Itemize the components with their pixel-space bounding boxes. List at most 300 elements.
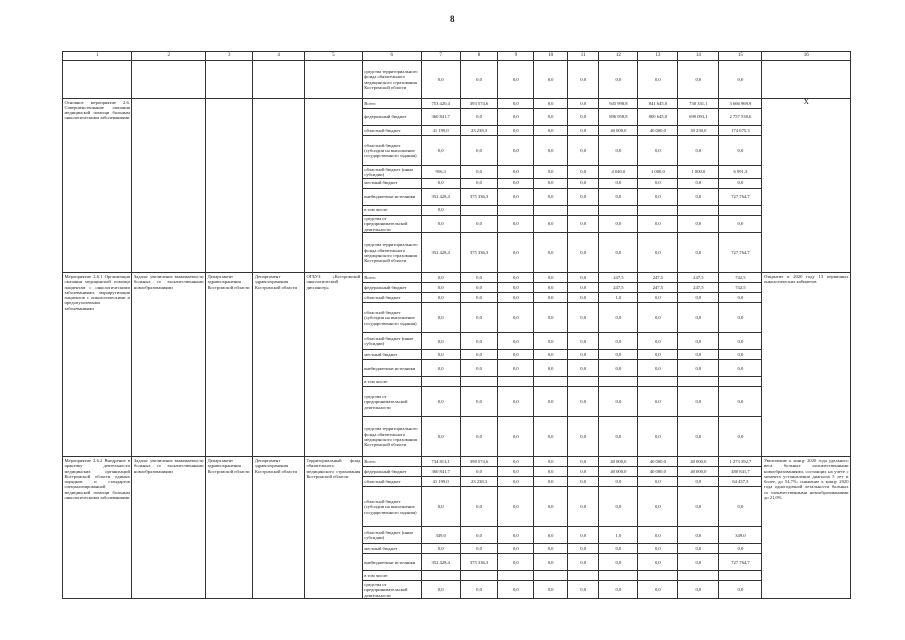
value-cell: 0,0 (498, 166, 534, 179)
value-cell: 0,0 (678, 293, 719, 303)
value-cell: 0,0 (421, 333, 460, 350)
empty-cell (206, 61, 253, 99)
measure-name: Мероприятие 2.6.1 Организация оказания медицинской помощи пациентам с онкологическими заболеваниями, маршрутизация пациентов с онкологическими и предопухолевыми заболеваниями (63, 273, 132, 457)
value-cell: 0,0 (599, 188, 638, 205)
expected-result: Увеличение к концу 2020 года удельного веса больных злокачественными новообразованиями, состоящих на учете с момента установления диагноза 5 лет и более, до 54,7%; снижение к концу 2020 года одногодичной летальности больных со злокачественными новообразованиями до 21,0% (762, 457, 851, 599)
value-cell: 0,0 (567, 99, 599, 109)
value-cell: 0,0 (599, 333, 638, 350)
value-cell: 0,0 (638, 477, 678, 487)
value-cell: 0,0 (678, 527, 719, 544)
value-cell: 0,0 (534, 61, 568, 99)
value-cell: 0,0 (460, 215, 498, 233)
measure-name: Основное мероприятие 2.6. Совершенствование оказания медицинской помощи больным онкологическими заболеваниями (63, 99, 132, 273)
value-cell: 0,0 (567, 333, 599, 350)
value-cell: 0,0 (534, 233, 568, 273)
value-cell (567, 205, 599, 215)
value-cell: 0,0 (719, 136, 762, 166)
value-cell: 0,0 (599, 417, 638, 457)
value-cell: 3 666 969,9 (719, 99, 762, 109)
value-cell: 0,0 (498, 303, 534, 333)
value-cell: 0,0 (599, 581, 638, 599)
value-cell: 1,0 (599, 293, 638, 303)
value-cell: 0,0 (678, 360, 719, 377)
value-cell: 0,0 (421, 417, 460, 457)
value-cell: 0,0 (421, 487, 460, 527)
value-cell: 40 000,0 (678, 457, 719, 467)
value-cell: 0,0 (719, 293, 762, 303)
value-cell: 0,0 (567, 527, 599, 544)
value-cell: 0,0 (498, 360, 534, 377)
value-cell: 0,0 (460, 581, 498, 599)
value-cell: 0,0 (421, 544, 460, 554)
funding-source: внебюджетные источники (362, 360, 421, 377)
funding-source: федеральный бюджет (362, 467, 421, 477)
value-cell: 0,0 (460, 333, 498, 350)
value-cell (498, 377, 534, 387)
value-cell: 0,0 (599, 554, 638, 571)
value-cell: 945 998,8 (599, 99, 638, 109)
measure-coexecutor: Департамент здравоохранения Костромской области (253, 457, 305, 599)
col-number-6: 6 (362, 52, 421, 61)
value-cell: 349,0 (421, 527, 460, 544)
value-cell: 0,0 (567, 283, 599, 293)
value-cell: 0,0 (638, 293, 678, 303)
value-cell: 0,0 (638, 360, 678, 377)
value-cell: 699 093,1 (678, 109, 719, 126)
value-cell: 0,0 (638, 527, 678, 544)
value-cell: 360 841,7 (421, 467, 460, 477)
value-cell: 0,0 (498, 136, 534, 166)
page-number: 8 (450, 14, 455, 24)
value-cell: 0,0 (498, 61, 534, 99)
value-cell: 23 238,3 (460, 477, 498, 487)
value-cell (534, 571, 568, 581)
col-number-10: 10 (534, 52, 568, 61)
value-cell: 0,0 (460, 283, 498, 293)
value-cell: 0,0 (567, 233, 599, 273)
funding-source: областной бюджет (иные субсидии) (362, 333, 421, 350)
value-cell (678, 377, 719, 387)
value-cell: 0,0 (638, 233, 678, 273)
value-cell: 0,0 (534, 283, 568, 293)
value-cell: 0,0 (567, 581, 599, 599)
value-cell: 0,0 (638, 387, 678, 417)
value-cell: 40 000,0 (638, 126, 678, 136)
col-number-9: 9 (498, 52, 534, 61)
funding-source: в том числе: (362, 571, 421, 581)
value-cell: 0,0 (498, 477, 534, 487)
value-cell: 352 428,4 (421, 188, 460, 205)
value-cell: 0,0 (678, 303, 719, 333)
value-cell: 0,0 (460, 544, 498, 554)
value-cell: 1 273 392,7 (719, 457, 762, 467)
value-cell: 730 331,1 (678, 99, 719, 109)
value-cell (567, 571, 599, 581)
value-cell: 0,0 (638, 350, 678, 360)
col-number-1: 1 (63, 52, 132, 61)
value-cell: 0,0 (719, 350, 762, 360)
empty-cell (132, 61, 206, 99)
value-cell: 0,0 (719, 487, 762, 527)
funding-source: средства от предпринимательской деятельности (362, 215, 421, 233)
value-cell: 0,0 (678, 333, 719, 350)
value-cell: 0,0 (421, 293, 460, 303)
value-cell: 40 000,0 (638, 467, 678, 477)
value-cell: 0,0 (534, 188, 568, 205)
measure-participant: ОГБУЗ «Костромской онкологический диспансер» (304, 273, 362, 457)
value-cell: 398 574,6 (460, 457, 498, 467)
value-cell: 349,0 (719, 527, 762, 544)
value-cell: 0,0 (460, 293, 498, 303)
value-cell: 0,0 (599, 61, 638, 99)
measure-task: Задача: увеличение выживаемости больных со злокачественными новообразованиями (132, 457, 206, 599)
value-cell: 0,0 (498, 283, 534, 293)
value-cell: 0,0 (534, 166, 568, 179)
value-cell: 0,0 (498, 188, 534, 205)
value-cell: 0,0 (534, 581, 568, 599)
measure-coexecutor (253, 99, 305, 273)
value-cell: 0,0 (460, 136, 498, 166)
value-cell: 0,0 (534, 136, 568, 166)
col-number-8: 8 (460, 52, 498, 61)
value-cell: 352 428,4 (421, 554, 460, 571)
value-cell: 0,0 (534, 467, 568, 477)
value-cell: 0,0 (421, 581, 460, 599)
value-cell: 0,0 (599, 360, 638, 377)
value-cell: 247,5 (599, 273, 638, 283)
column-number-row (63, 52, 851, 61)
value-cell: 0,0 (534, 417, 568, 457)
value-cell: 0,0 (599, 178, 638, 188)
value-cell: 0,0 (460, 273, 498, 283)
funding-source: местный бюджет (362, 178, 421, 188)
funding-source: местный бюджет (362, 544, 421, 554)
value-cell: 0,0 (567, 293, 599, 303)
value-cell: 247,5 (678, 273, 719, 283)
value-cell (567, 377, 599, 387)
funding-source: Всего (362, 457, 421, 467)
value-cell: 0,0 (567, 61, 599, 99)
funding-source: федеральный бюджет (362, 283, 421, 293)
value-cell: 0,0 (498, 215, 534, 233)
value-cell: 23 238,3 (460, 126, 498, 136)
funding-source: областной бюджет (иные субсидии) (362, 166, 421, 179)
value-cell: 0,0 (567, 387, 599, 417)
value-cell: 0,0 (498, 233, 534, 273)
value-cell: 375 336,3 (460, 554, 498, 571)
value-cell (678, 205, 719, 215)
value-cell (719, 377, 762, 387)
value-cell: 0,0 (567, 136, 599, 166)
value-cell (678, 571, 719, 581)
value-cell: 0,0 (534, 350, 568, 360)
value-cell: 800 645,0 (638, 109, 678, 126)
value-cell: 0,0 (460, 467, 498, 477)
value-cell: 6 991,3 (719, 166, 762, 179)
value-cell: 1,0 (599, 527, 638, 544)
value-cell (638, 205, 678, 215)
result-mark: Х (762, 99, 851, 273)
value-cell: 734 813,1 (421, 457, 460, 467)
funding-source: местный бюджет (362, 350, 421, 360)
value-cell: 0,0 (498, 457, 534, 467)
value-cell: 896 958,8 (599, 109, 638, 126)
value-cell: 0,0 (719, 333, 762, 350)
value-cell: 0,0 (421, 283, 460, 293)
value-cell: 375 336,3 (460, 188, 498, 205)
funding-source: областной бюджет (362, 477, 421, 487)
value-cell: 174 675,3 (719, 126, 762, 136)
value-cell: 0,0 (638, 554, 678, 571)
value-cell (599, 377, 638, 387)
value-cell: 0,0 (567, 360, 599, 377)
value-cell: 0,0 (638, 417, 678, 457)
value-cell (460, 205, 498, 215)
value-cell: 0,0 (498, 333, 534, 350)
value-cell: 0,0 (567, 477, 599, 487)
value-cell: 40 000,0 (638, 457, 678, 467)
col-number-16: 16 (762, 52, 851, 61)
value-cell: 0,0 (460, 178, 498, 188)
value-cell: 0,0 (498, 487, 534, 527)
measure-task: Задача: увеличение выживаемости больных со злокачественными новообразованиями (132, 273, 206, 457)
value-cell: 0,0 (599, 303, 638, 333)
value-cell: 0,0 (534, 527, 568, 544)
value-cell (638, 571, 678, 581)
funding-source: областной бюджет (субсидии на выполнение государственного задания) (362, 303, 421, 333)
empty-cell (253, 61, 305, 99)
value-cell: 0,0 (567, 109, 599, 126)
funding-source: средства территориального фонда обязательного медицинского страхования Костромской области (362, 61, 421, 99)
value-cell: 247,5 (638, 273, 678, 283)
value-cell: 0,0 (498, 387, 534, 417)
measure-participant: Территориальный фонд обязательного медицинского страхования Костромской области (304, 457, 362, 599)
value-cell: 0,0 (567, 273, 599, 283)
value-cell (534, 205, 568, 215)
value-cell: 0,0 (599, 487, 638, 527)
funding-source: внебюджетные источники (362, 188, 421, 205)
value-cell: 41 199,0 (421, 126, 460, 136)
measure-coexecutor: Департамент здравоохранения Костромской области (253, 273, 305, 457)
value-cell: 0,0 (498, 350, 534, 360)
value-cell: 0,0 (599, 350, 638, 360)
value-cell: 0,0 (678, 581, 719, 599)
value-cell: 0,0 (678, 387, 719, 417)
value-cell (498, 205, 534, 215)
value-cell: 0,0 (638, 188, 678, 205)
col-number-2: 2 (132, 52, 206, 61)
value-cell: 0,0 (567, 126, 599, 136)
empty-cell (63, 61, 132, 99)
value-cell: 0,0 (460, 350, 498, 360)
value-cell: 0,0 (498, 178, 534, 188)
measure-executor: Департамент здравоохранения Костромской области (206, 273, 253, 457)
measure-task (132, 99, 206, 273)
value-cell: 753 420,4 (421, 99, 460, 109)
value-cell: 0,0 (678, 136, 719, 166)
value-cell: 0,0 (678, 544, 719, 554)
value-cell (719, 205, 762, 215)
value-cell: 0,0 (498, 527, 534, 544)
value-cell: 247,5 (638, 283, 678, 293)
value-cell: 0,0 (498, 544, 534, 554)
value-cell: 0,0 (719, 303, 762, 333)
value-cell (421, 571, 460, 581)
value-cell: 0,0 (567, 350, 599, 360)
funding-source: средства от предпринимательской деятельности (362, 387, 421, 417)
value-cell: 41 199,0 (421, 477, 460, 487)
value-cell (460, 377, 498, 387)
value-cell: 0,0 (460, 417, 498, 457)
value-cell: 0,0 (421, 178, 460, 188)
value-cell: 0,0 (534, 360, 568, 377)
value-cell: 0,0 (567, 544, 599, 554)
value-cell: 0,0 (638, 333, 678, 350)
col-number-15: 15 (719, 52, 762, 61)
value-cell: 0,0 (534, 273, 568, 283)
expected-result: Открытие в 2020 году 13 первичных онкологических кабинетов (762, 273, 851, 457)
value-cell: 0,0 (460, 527, 498, 544)
value-cell: 0,0 (678, 188, 719, 205)
empty-cell (762, 61, 851, 99)
value-cell: 0,0 (421, 360, 460, 377)
value-cell: 0,0 (460, 387, 498, 417)
value-cell: 247,5 (678, 283, 719, 293)
value-cell: 0,0 (599, 544, 638, 554)
value-cell: 0,0 (567, 166, 599, 179)
col-number-14: 14 (678, 52, 719, 61)
value-cell: 247,5 (599, 283, 638, 293)
measure-name: Мероприятие 2.6.2 Внедрение в практику деятельности медицинских организаций Костромской области единых порядков и стандартов специализированной медицинской помощи больным онкологическими заболеваниями (63, 457, 132, 599)
value-cell: 0,0 (599, 136, 638, 166)
value-cell: 0,0 (421, 136, 460, 166)
value-cell: 0,0 (498, 109, 534, 126)
value-cell: 0,0 (421, 273, 460, 283)
value-cell: 0,0 (678, 477, 719, 487)
empty-cell (304, 61, 362, 99)
value-cell: 0,0 (534, 554, 568, 571)
value-cell: 0,0 (638, 487, 678, 527)
value-cell: 352 428,4 (421, 233, 460, 273)
value-cell: 0,0 (567, 457, 599, 467)
value-cell: 0,0 (460, 360, 498, 377)
measure-executor (206, 99, 253, 273)
funding-source: внебюджетные источники (362, 554, 421, 571)
value-cell: 0,0 (719, 544, 762, 554)
value-cell: 393 574,6 (460, 99, 498, 109)
value-cell (534, 377, 568, 387)
value-cell: 0,0 (678, 350, 719, 360)
value-cell: 0,0 (638, 136, 678, 166)
funding-source: областной бюджет (362, 293, 421, 303)
value-cell (460, 571, 498, 581)
table-row (63, 99, 851, 109)
value-cell: 0,0 (498, 273, 534, 283)
value-cell: 1 000,0 (638, 166, 678, 179)
value-cell: 0,0 (638, 303, 678, 333)
value-cell: 0,0 (567, 417, 599, 457)
funding-source: областной бюджет (иные субсидии) (362, 527, 421, 544)
col-number-5: 5 (304, 52, 362, 61)
value-cell: 0,0 (567, 554, 599, 571)
value-cell: 0,0 (460, 303, 498, 333)
value-cell: 0,0 (678, 178, 719, 188)
value-cell: 0,0 (534, 215, 568, 233)
value-cell: 0,0 (599, 387, 638, 417)
value-cell: 0,0 (678, 417, 719, 457)
budget-table (62, 51, 851, 599)
value-cell: 0,0 (460, 61, 498, 99)
value-cell: 0,0 (498, 554, 534, 571)
value-cell: 40 000,0 (599, 126, 638, 136)
value-cell: 956,3 (421, 166, 460, 179)
funding-source: средства территориального фонда обязательного медицинского страхования Костромской области (362, 417, 421, 457)
table-row (63, 273, 851, 283)
value-cell: 0,0 (638, 544, 678, 554)
value-cell: 0,0 (678, 554, 719, 571)
table-body (63, 61, 851, 599)
value-cell: 30 230,0 (678, 126, 719, 136)
value-cell: 0,0 (534, 303, 568, 333)
value-cell: 0,0 (719, 581, 762, 599)
value-cell: 0,0 (498, 581, 534, 599)
value-cell: 0,0 (534, 544, 568, 554)
value-cell: 40 000,0 (599, 467, 638, 477)
value-cell: 0,0 (678, 61, 719, 99)
funding-source: Всего (362, 273, 421, 283)
value-cell (719, 571, 762, 581)
measure-participant (304, 99, 362, 273)
value-cell: 0,0 (719, 178, 762, 188)
value-cell: 0,0 (460, 109, 498, 126)
value-cell: 0,0 (534, 457, 568, 467)
funding-source: областной бюджет (362, 126, 421, 136)
value-cell: 0,0 (421, 303, 460, 333)
value-cell: 0,0 (498, 293, 534, 303)
value-cell: 0,0 (719, 417, 762, 457)
value-cell: 841 645,0 (638, 99, 678, 109)
col-number-7: 7 (421, 52, 460, 61)
value-cell: 0,0 (719, 387, 762, 417)
value-cell: 0,0 (460, 166, 498, 179)
value-cell: 0,0 (498, 99, 534, 109)
value-cell: 375 336,3 (460, 233, 498, 273)
value-cell: 0,0 (638, 61, 678, 99)
value-cell: 0,0 (567, 215, 599, 233)
value-cell: 0,0 (678, 487, 719, 527)
value-cell (599, 571, 638, 581)
value-cell: 0,0 (421, 205, 460, 215)
funding-source: областной бюджет (субсидии на выполнение государственного задания) (362, 487, 421, 527)
value-cell: 0,0 (534, 99, 568, 109)
funding-source: средства территориального фонда обязательного медицинского страхования Костромской области (362, 233, 421, 273)
value-cell: 0,0 (498, 467, 534, 477)
value-cell: 0,0 (534, 178, 568, 188)
funding-source: средства от предпринимательской деятельности (362, 581, 421, 599)
value-cell: 727 764,7 (719, 233, 762, 273)
value-cell: 0,0 (498, 417, 534, 457)
value-cell: 0,0 (534, 109, 568, 126)
value-cell: 727 764,7 (719, 188, 762, 205)
funding-source: в том числе: (362, 205, 421, 215)
value-cell: 4 040,0 (599, 166, 638, 179)
value-cell: 0,0 (638, 581, 678, 599)
value-cell: 0,0 (567, 188, 599, 205)
value-cell: 0,0 (567, 487, 599, 527)
value-cell: 0,0 (421, 350, 460, 360)
value-cell: 360 841,7 (421, 109, 460, 126)
value-cell: 0,0 (534, 293, 568, 303)
